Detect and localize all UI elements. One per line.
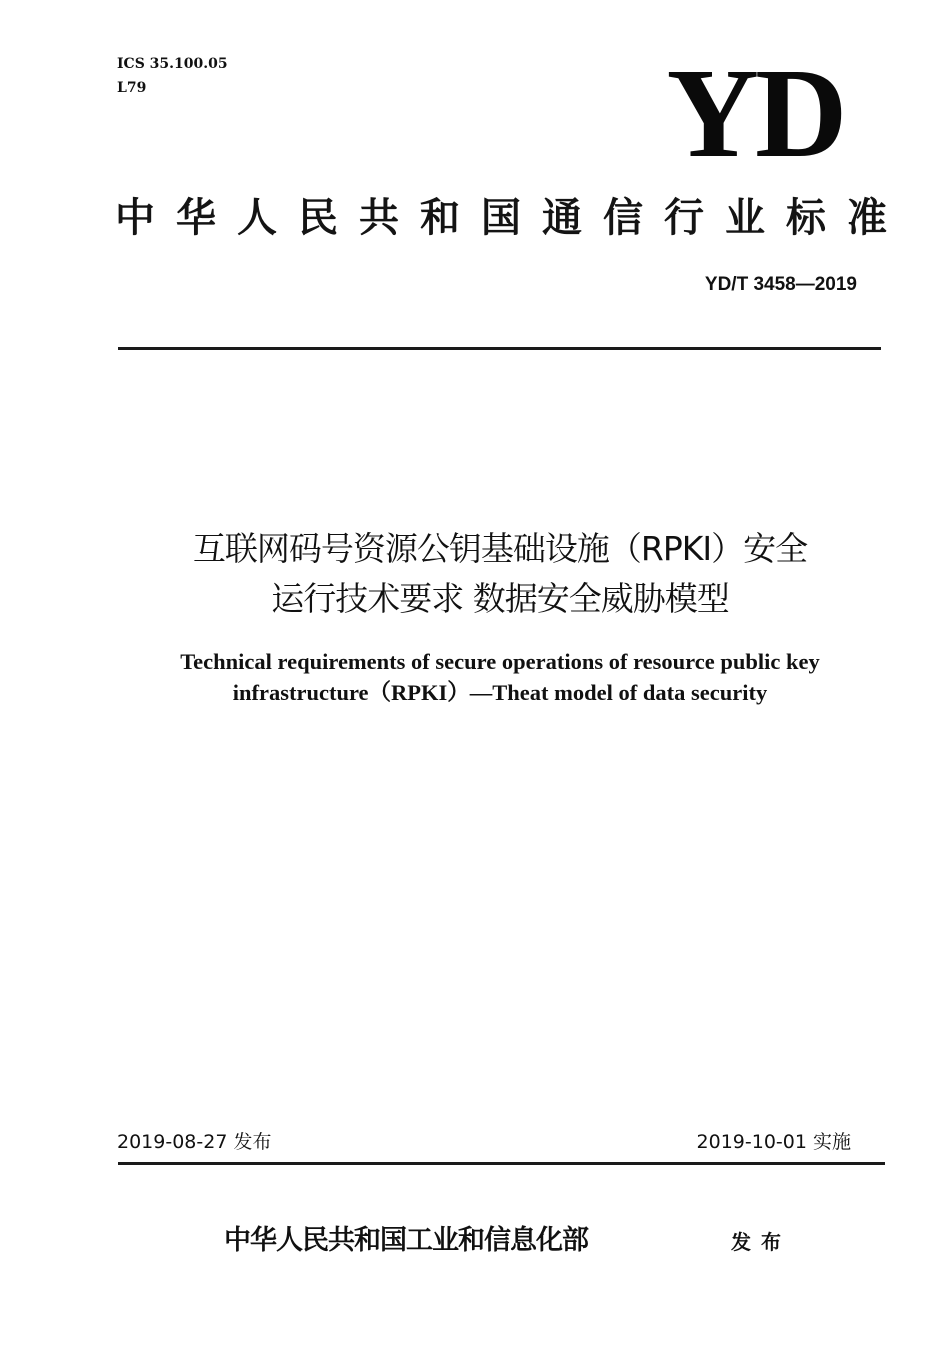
chinese-title-line-1: 互联网码号资源公钥基础设施（RPKI）安全 (192, 529, 808, 568)
standard-type-heading: 中华人民共和国通信行业标准 (115, 195, 908, 241)
english-title (80, 646, 920, 708)
chinese-title-line-2: 运行技术要求 数据安全威胁模型 (271, 579, 729, 618)
yd-logo: YD (666, 42, 844, 184)
implementation-date: 2019-10-01 实施 (696, 1131, 851, 1153)
top-divider (118, 347, 881, 350)
ccs-code: L79 (117, 80, 147, 96)
issue-label: 发布 (731, 1230, 791, 1254)
bottom-divider (118, 1162, 885, 1165)
publish-date: 2019-08-27 发布 (117, 1131, 272, 1153)
chinese-title (90, 524, 910, 624)
issuing-authority: 中华人民共和国工业和信息化部 (224, 1225, 588, 1256)
english-title-line-2: infrastructure（RPKI）—Theat model of data security (232, 680, 768, 705)
english-title-line-1: Technical requirements of secure operations of resource public key (180, 649, 820, 674)
standard-number: YD/T 3458—2019 (704, 274, 857, 295)
ics-code: ICS 35.100.05 (117, 56, 228, 72)
